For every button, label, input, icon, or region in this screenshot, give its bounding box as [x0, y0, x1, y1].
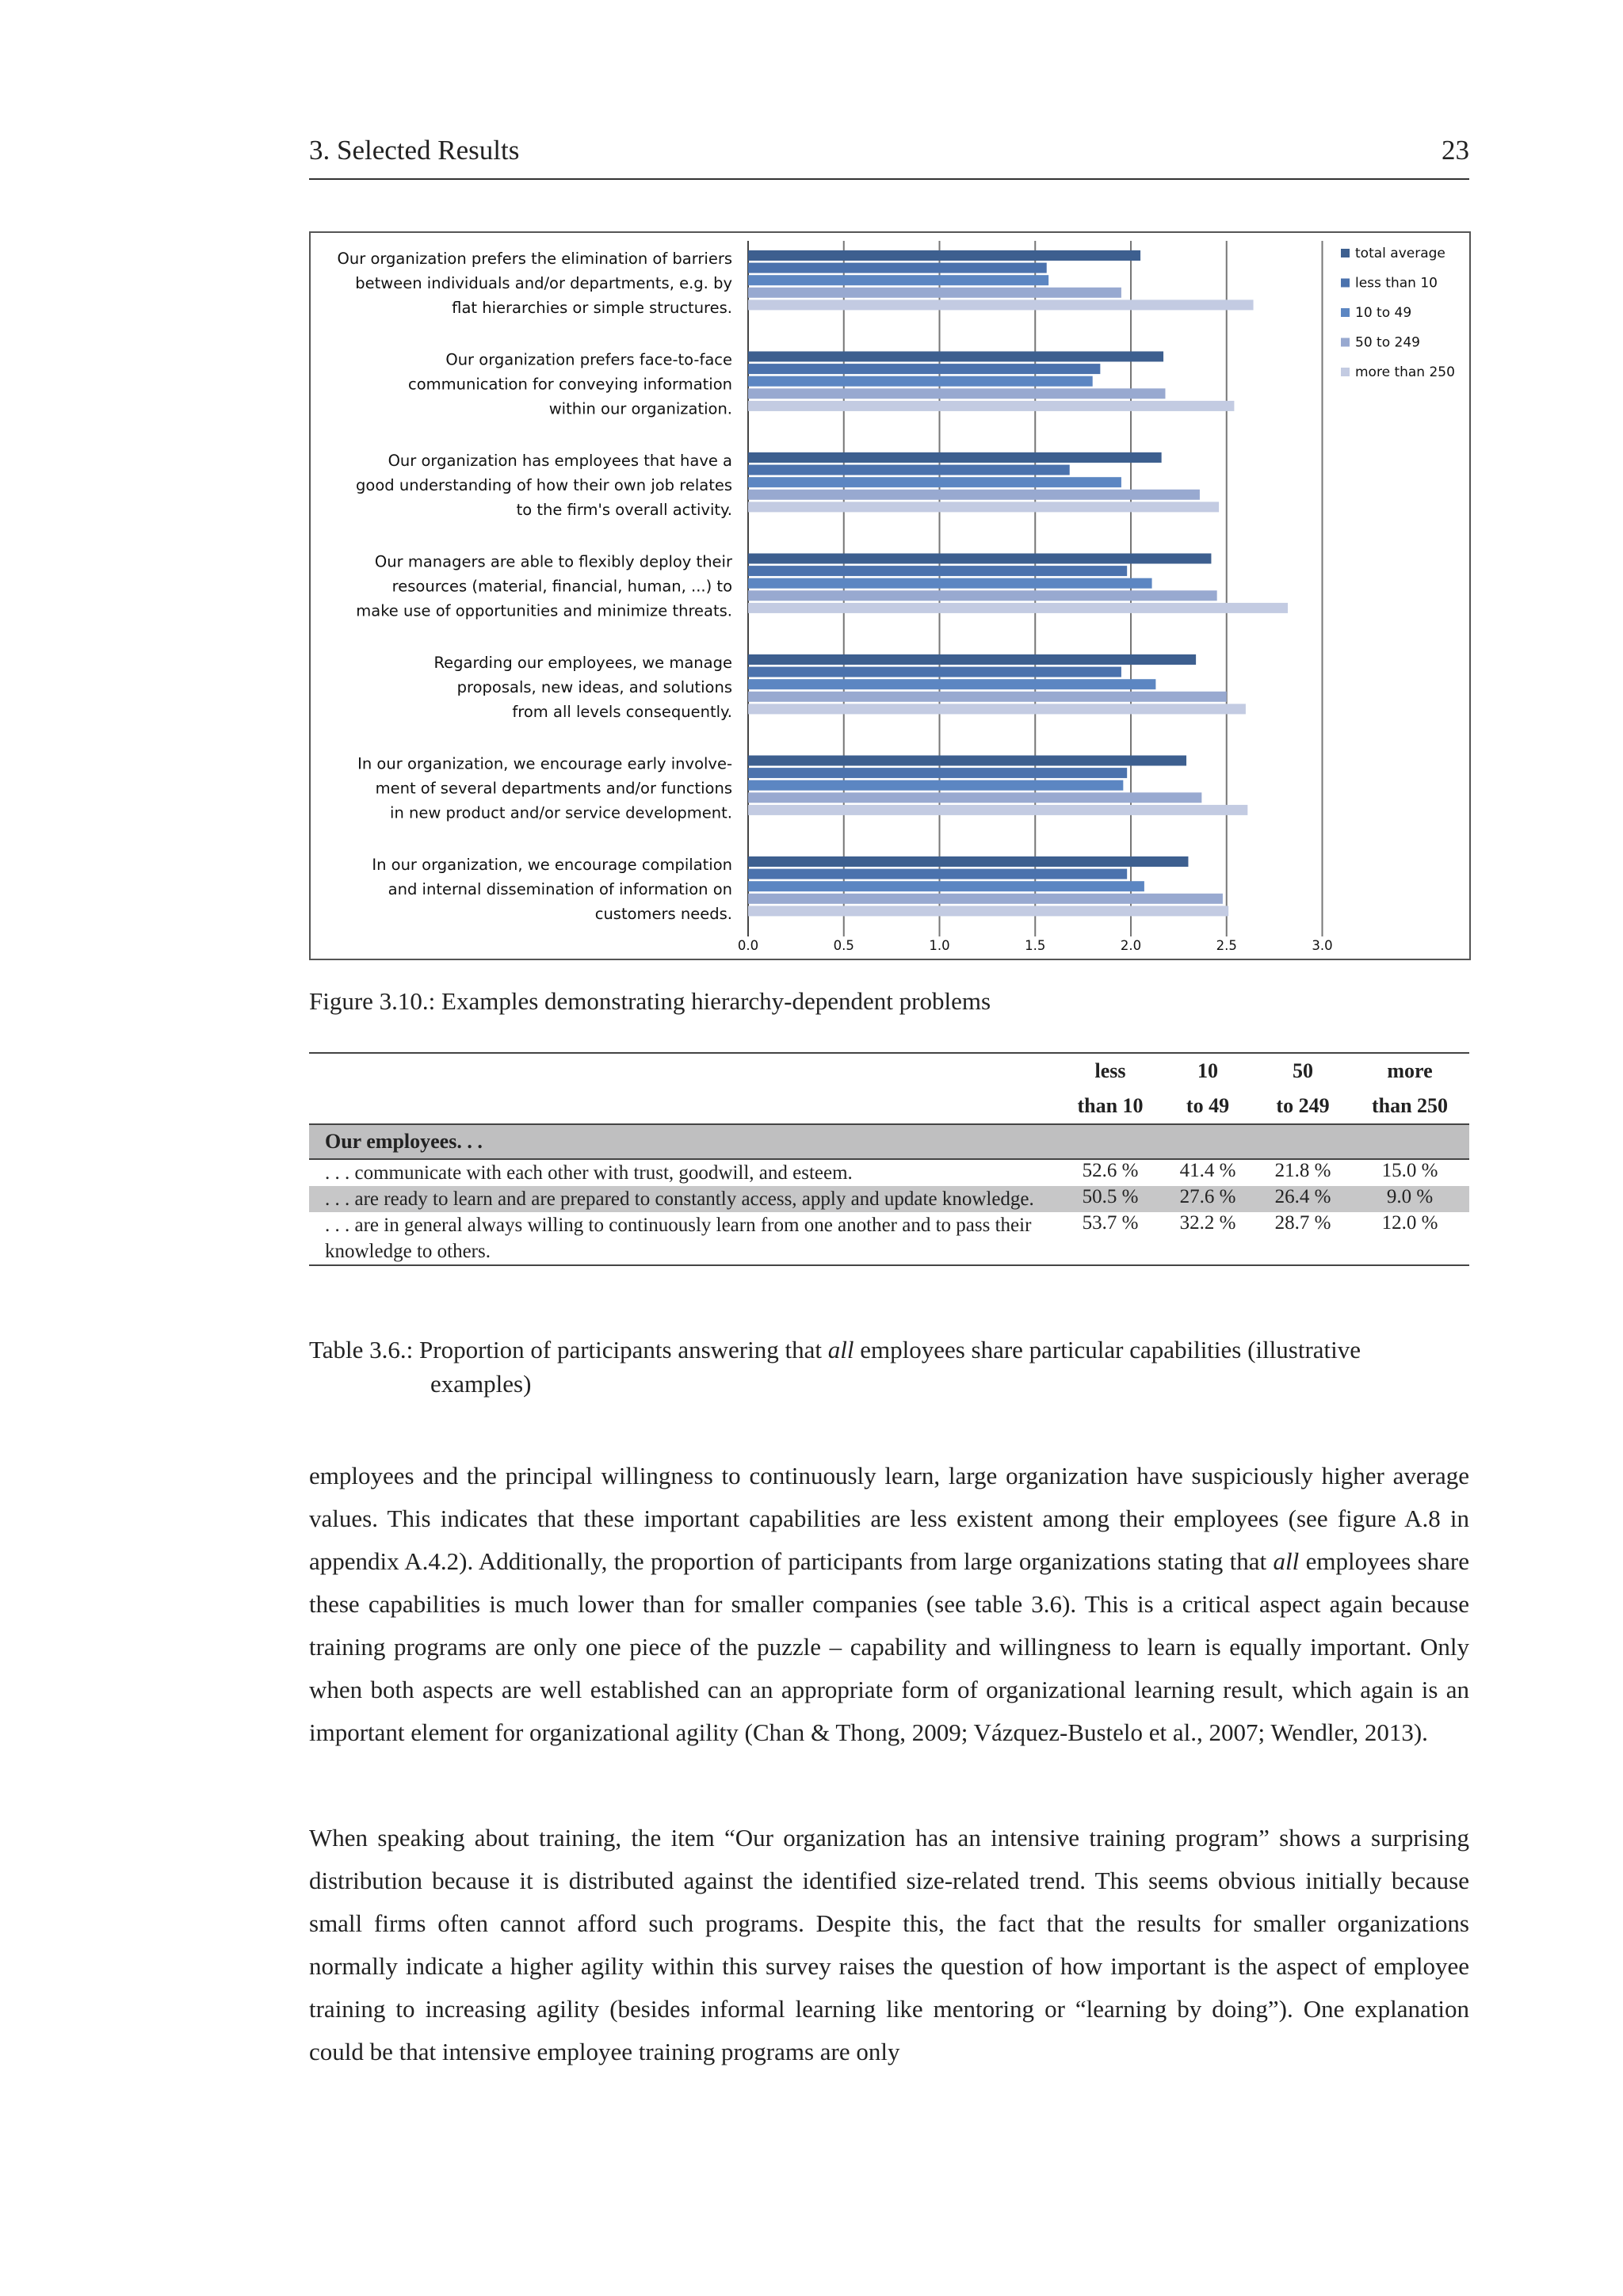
cell-value: 9.0 % [1350, 1186, 1469, 1212]
col-header-10-to-49-l2: to 49 [1186, 1094, 1230, 1117]
table-caption-label: Table 3.6.: [309, 1336, 414, 1363]
legend-label: 10 to 49 [1355, 305, 1412, 321]
row-text: . . . are in general always willing to continuously learn from one another and to pass their knowledge to others. [309, 1212, 1060, 1265]
legend-label: more than 250 [1355, 364, 1455, 380]
body-paragraph-1 [309, 1455, 1469, 1754]
category-label: proposals, new ideas, and solutions [456, 678, 732, 696]
page-number: 23 [1442, 135, 1469, 166]
bar [748, 452, 1162, 463]
bar [748, 388, 1165, 399]
col-header-more-than-250-l2: than 250 [1371, 1094, 1449, 1117]
cell-value: 53.7 % [1060, 1212, 1160, 1265]
bar [748, 603, 1288, 613]
running-header-section: 3. Selected Results [309, 135, 520, 166]
legend-swatch [1341, 279, 1350, 288]
bar [748, 768, 1127, 778]
bar [748, 477, 1121, 487]
cell-value: 12.0 % [1350, 1212, 1469, 1265]
cell-value: 21.8 % [1274, 1160, 1331, 1181]
header-rule [309, 178, 1469, 180]
bar [748, 856, 1188, 867]
table-caption-continuation: examples) [430, 1370, 532, 1398]
cell-value: 50.5 % [1060, 1186, 1160, 1212]
table-row [309, 1212, 1469, 1265]
legend-label: less than 10 [1355, 275, 1438, 292]
x-tick-label: 1.0 [929, 938, 950, 953]
bar [748, 502, 1219, 512]
bar [748, 692, 1227, 702]
bar [748, 704, 1246, 714]
table-caption-text-pre: Proportion of participants answering that [419, 1336, 822, 1363]
category-label: and internal dissemination of information on [388, 880, 732, 898]
bar [748, 364, 1100, 374]
table-row [309, 1159, 1469, 1186]
legend-swatch [1341, 368, 1350, 376]
bar [748, 288, 1121, 298]
bar [748, 780, 1123, 791]
row-text: . . . are ready to learn and are prepared to constantly access, apply and update knowledge. [309, 1186, 1060, 1212]
col-header-less-than-10-l1: less [1060, 1053, 1160, 1089]
bar [748, 654, 1196, 665]
cell-value: 27.6 % [1160, 1186, 1255, 1212]
category-label: Our organization has employees that have a [388, 452, 732, 470]
bar [748, 554, 1211, 564]
cell-value: 32.2 % [1160, 1212, 1255, 1265]
figure-caption: Figure 3.10.: Examples demonstrating hierarchy-dependent problems [309, 987, 991, 1015]
table-caption [309, 1333, 1469, 1398]
cell-value: 52.6 % [1082, 1160, 1139, 1181]
bar [748, 906, 1228, 916]
category-label: communication for conveying information [408, 375, 732, 394]
col-header-more-than-250-l1: more [1350, 1053, 1469, 1089]
table-header-blank [309, 1089, 1060, 1124]
legend-label: 50 to 249 [1355, 334, 1420, 351]
category-label: to the firm's overall activity. [516, 501, 732, 519]
x-tick-label: 3.0 [1312, 938, 1333, 953]
bar [748, 590, 1217, 601]
category-label: between individuals and/or departments, e.g. by [355, 274, 732, 292]
bar [748, 881, 1144, 891]
cell-value: 28.7 % [1255, 1212, 1350, 1265]
capabilities-table [309, 1052, 1469, 1266]
category-label: from all levels consequently. [512, 703, 732, 721]
bar [748, 679, 1155, 689]
bar [748, 299, 1254, 310]
bar [748, 894, 1223, 904]
bar [748, 490, 1200, 500]
col-header-less-than-10-l2: than 10 [1077, 1094, 1144, 1117]
col-header-10-to-49-l1: 10 [1160, 1053, 1255, 1089]
paragraph-text: employees and the principal willingness to continuously learn, large organization have suspiciously higher average values. This indicates that these important capabilities are less existent among their employees (see figure A.8 in appendix A.4.2). Additionally, the proportion of participants from large organizations stating that [309, 1462, 1469, 1575]
table-group-row [309, 1124, 1469, 1159]
table-header-blank [309, 1053, 1060, 1089]
category-label: Our organization prefers face-to-face [445, 350, 732, 369]
table-row [309, 1186, 1469, 1212]
x-tick-label: 1.5 [1025, 938, 1046, 953]
category-label: good understanding of how their own job relates [356, 476, 732, 494]
figure-chart [309, 231, 1471, 960]
bar [748, 667, 1121, 677]
bar [748, 869, 1127, 879]
category-label: ment of several departments and/or functions [375, 779, 732, 798]
bar [748, 465, 1070, 475]
bar-chart [311, 233, 1469, 959]
legend-swatch [1341, 338, 1350, 347]
category-label: In our organization, we encourage early involve- [357, 754, 732, 773]
x-tick-label: 2.0 [1120, 938, 1142, 953]
category-label: Regarding our employees, we manage [433, 654, 732, 672]
group-label: Our employees. . . [309, 1124, 1469, 1159]
bar [748, 352, 1163, 362]
legend-swatch [1341, 249, 1350, 257]
col-header-50-to-249-l2: to 249 [1276, 1094, 1330, 1117]
table-caption-emphasis: all [827, 1336, 854, 1363]
paragraph-emphasis: all [1273, 1547, 1300, 1575]
bar [748, 401, 1234, 411]
bar [748, 376, 1093, 387]
category-label: flat hierarchies or simple structures. [452, 299, 732, 317]
cell-value: 15.0 % [1381, 1160, 1438, 1181]
bar [748, 250, 1140, 261]
category-label: within our organization. [548, 399, 732, 418]
bar [748, 275, 1048, 285]
category-label: make use of opportunities and minimize threats. [356, 601, 732, 620]
x-tick-label: 2.5 [1216, 938, 1237, 953]
row-text: . . . communicate with each other with trust, goodwill, and esteem. [325, 1162, 853, 1184]
bar [748, 566, 1127, 576]
bar [748, 756, 1186, 766]
body-paragraph-2: When speaking about training, the item “Our organization has an intensive training program” shows a surprising distribution because it is distributed against the identified size-related trend. This seems obvious initially because small firms often cannot afford such programs. Despite this, the fact that the results for smaller organizations normally indicate a higher agility within this survey raises the question of how important is the aspect of employee training to increasing agility (besides informal learning like mentoring or “learning by doing”). One explanation could be that intensive employee training programs are only [309, 1824, 1469, 2065]
table-header-row-1 [309, 1053, 1469, 1089]
cell-value: 26.4 % [1255, 1186, 1350, 1212]
bar [748, 792, 1201, 803]
category-label: customers needs. [594, 905, 732, 923]
table-caption-text-post: employees share particular capabilities (illustrative [860, 1336, 1361, 1363]
category-label: Our managers are able to flexibly deploy their [374, 552, 732, 571]
x-tick-label: 0.0 [737, 938, 759, 953]
legend-swatch [1341, 308, 1350, 317]
bar [748, 805, 1247, 815]
x-tick-label: 0.5 [833, 938, 854, 953]
bar [748, 578, 1152, 589]
category-label: in new product and/or service development. [390, 803, 732, 822]
table-header-row-2 [309, 1089, 1469, 1124]
paragraph-text: employees share these capabilities is much lower than for smaller companies (see table 3.6). This is a critical aspect again because training programs are only one piece of the puzzle – capability and willingness to learn is equally important. Only when both aspects are well established can an appropriate form of organizational learning result, which again is an important element for organizational agility (Chan & Thong, 2009; Vázquez-Bustelo et al., 2007; Wendler, 2013). [309, 1547, 1470, 1746]
col-header-50-to-249-l1: 50 [1255, 1053, 1350, 1089]
category-label: resources (material, financial, human, ...) to [391, 577, 732, 596]
category-label: In our organization, we encourage compilation [372, 856, 732, 874]
bar [748, 263, 1047, 273]
category-label: Our organization prefers the elimination of barriers [337, 250, 732, 268]
legend-label: total average [1355, 246, 1445, 261]
cell-value: 41.4 % [1179, 1160, 1236, 1181]
